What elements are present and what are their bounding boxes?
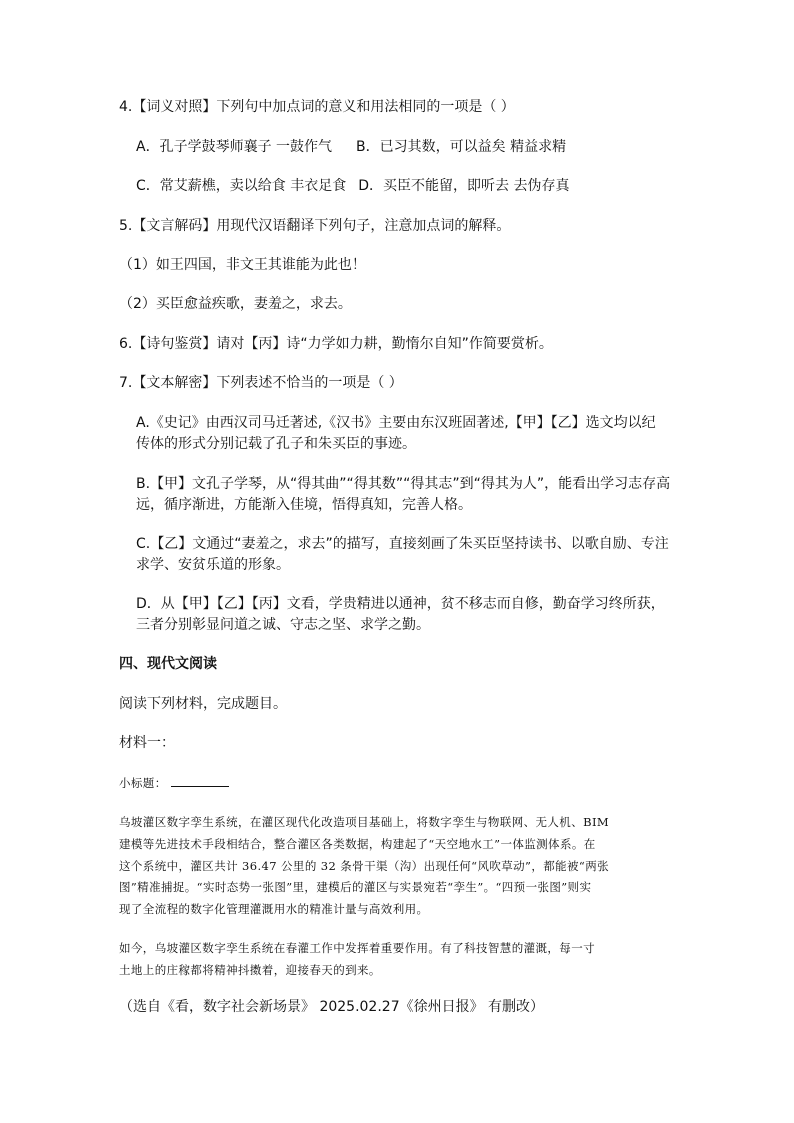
q5-item-1: （1）如王四国，非文王其谁能为此也！: [119, 257, 366, 273]
q5-item-2: （2）买臣愈益疾歌，妻羞之，求去。: [119, 296, 352, 312]
subtitle-blank: [171, 774, 229, 787]
passage-p2-line2: 土地上的庄稼都将精神抖擞着，迎接春天的到来。: [119, 963, 381, 977]
passage-source: （选自《看，数字社会新场景》 2025.02.27《徐州日报》 有删改）: [119, 999, 545, 1015]
q4-stem: 4.【词义对照】下列句中加点词的意义和用法相同的一项是（ ）: [119, 99, 515, 115]
q7-stem: 7.【文本解密】下列表述不恰当的一项是（ ）: [119, 375, 403, 391]
q7-option-b-line1: B.【甲】文孔子学琴，从“得其曲”“得其数”“得其志”到“得其为人”，能看出学习志存高: [136, 476, 671, 492]
passage-p1-line1: 乌坡灌区数字孪生系统，在灌区现代化改造项目基础上，将数字孪生与物联网、无人机、BIM: [119, 815, 610, 829]
q7-option-c-line2: 求学、安贫乐道的形象。: [136, 557, 290, 573]
q4-options-row2: [136, 176, 569, 196]
section-instruction: 阅读下列材料，完成题目。: [119, 696, 287, 712]
passage-p1-line2: 建模等先进技术手段相结合，整合灌区各类数据，构建起了“天空地水工”一体监测体系。在: [119, 837, 596, 851]
passage-p2-line1: 如今，乌坡灌区数字孪生系统在春灌工作中发挥着重要作用。有了科技智慧的灌溉，每一寸: [119, 941, 595, 955]
q4-option-b: B．已习其数，可以益矣 精益求精: [356, 139, 567, 155]
q7-option-c-line1: C.【乙】文通过“妻羞之，求去”的描写，直接刻画了朱买臣坚持读书、以歌自励、专注: [136, 536, 669, 552]
material-label: 材料一：: [119, 735, 175, 751]
q7-option-b-line2: 远，循序渐进，方能渐入佳境，悟得真知，完善人格。: [136, 497, 472, 513]
q4-option-a: A．孔子学鼓琴师襄子 一鼓作气: [136, 139, 333, 155]
q7-option-d-line1: D．从【甲】【乙】【丙】文看，学贵精进以通神，贫不移志而自修，勤奋学习终所获，: [136, 596, 665, 612]
passage-p1-line4: 图”精准捕捉。“实时态势一张图”里，建模后的灌区与实景宛若“孪生”。“四预一张图”则实: [119, 880, 592, 894]
subtitle-label: 小标题：: [119, 776, 167, 790]
q4-options-row1: [136, 137, 566, 157]
passage-p1-line5: 现了全流程的数字化管理灌溉用水的精准计量与高效利用。: [119, 902, 429, 916]
q7-option-a-line2: 传体的形式分别记载了孔子和朱买臣的事迹。: [136, 436, 416, 452]
q5-stem: 5.【文言解码】用现代汉语翻译下列句子，注意加点词的解释。: [119, 218, 511, 234]
q7-option-a-line1: A.《史记》由西汉司马迁著述,《汉书》主要由东汉班固著述,【甲】【乙】选文均以纪: [136, 415, 656, 431]
subtitle-field: [119, 773, 229, 793]
q7-option-d-line2: 三者分别彰显问道之诚、守志之坚、求学之勤。: [136, 617, 430, 633]
q4-option-c: C．常艾薪樵，卖以给食 丰衣足食: [136, 178, 347, 194]
q6-stem: 6.【诗句鉴赏】请对【丙】诗“力学如力耕，勤惰尔自知”作简要赏析。: [119, 336, 553, 352]
passage-p1-line3: 这个系统中，灌区共计 36.47 公里的 32 条骨干渠（沟）出现任何“风吹草动”，都能被“两张: [119, 859, 610, 873]
section-heading: 四、现代文阅读: [119, 656, 217, 672]
q4-option-d: D．买臣不能留，即听去 去伪存真: [358, 178, 570, 194]
